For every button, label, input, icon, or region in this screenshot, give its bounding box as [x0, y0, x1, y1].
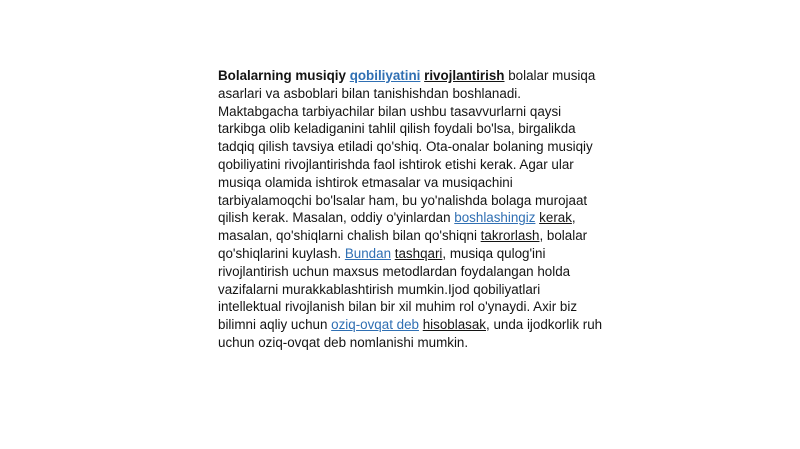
- body-text-block: [218, 67, 603, 352]
- bold-lead-text: Bolalarning musiqiy: [218, 68, 350, 83]
- link-bundan[interactable]: Bundan: [344, 245, 392, 261]
- text-run: , unda ijodkorlik ruh uchun oziq-ovqat deb nomlanishi mumkin.: [218, 317, 603, 350]
- underlined-tashqari: tashqari: [394, 245, 443, 261]
- link-boshlashingiz[interactable]: boshlashingiz: [454, 210, 536, 226]
- text-run: bolalar musiqa asarlari va asboblari bilan tanishishdan boshlanadi. Maktabgacha tarbiyachilar bilan ushbu tasavvurlarni qaysi tarkibga olib keladiganini tahlil qilish foydali bo'lsa, birgalikda tadqiq qilish tavsiya etiladi qo'shiq. Ota-onalar bolaning musiqiy qobiliyatini rivojlantirishda faol ishtirok etishi kerak. Agar ular musiqa olamida ishtirok etmasalar va musiqachini tarbiyalamoqchi bo'lsalar ham, bu yo'nalishda bolaga murojaat qilish kerak. Masalan, oddiy o'yinlardan: [218, 68, 596, 226]
- text-run: , masalan, qo'shiqlarni chalish bilan qo'shiqni: [218, 210, 576, 244]
- link-oziq-ovqat-deb[interactable]: oziq-ovqat deb: [331, 317, 419, 333]
- underlined-hisoblasak: hisoblasak: [422, 317, 486, 333]
- underlined-rivojlantirish: rivojlantirish: [424, 68, 505, 83]
- link-qobiliyatini[interactable]: qobiliyatini: [349, 68, 421, 83]
- underlined-takrorlash: takrorlash: [480, 228, 540, 244]
- underlined-kerak: kerak: [539, 210, 572, 226]
- text-run: , bolalar qo'shiqlarini kuylash.: [218, 228, 588, 261]
- paragraph: [218, 67, 603, 352]
- text-run: , musiqa qulog'ini rivojlantirish uchun maxsus metodlardan foydalangan holda vazifalarni murakkablashtirish mumkin.Ijod qobiliyatlari intellektual rivojlanish bilan bir xil muhim rol o'ynaydi. Axir biz bilimni aqliy uchun: [218, 245, 578, 333]
